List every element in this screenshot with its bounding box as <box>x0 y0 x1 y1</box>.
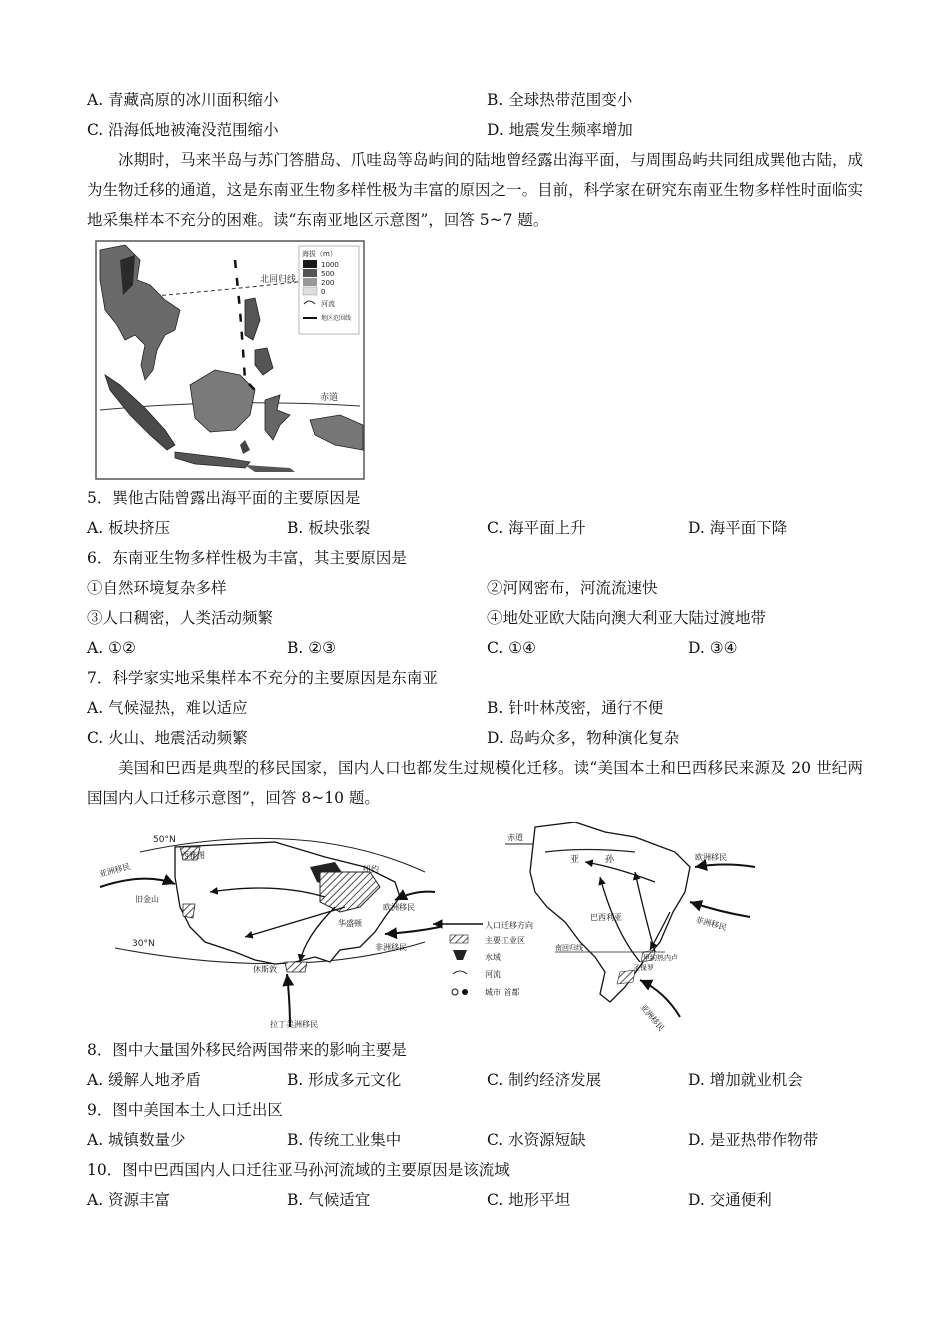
q7-option-c: C. 火山、地震活动频繁 <box>87 729 248 747</box>
q6-statement-2: ②河网密布，河流流速快 <box>487 579 658 597</box>
passage-migration: 美国和巴西是典型的移民国家，国内人口也都发生过规模化迁移。读“美国本土和巴西移民来源及 20 世纪两国国内人口迁移示意图”，回答 8~10 题。 <box>87 759 863 807</box>
q4-option-b: B. 全球热带范围变小 <box>487 91 633 109</box>
q4-option-a: A. 青藏高原的冰川面积缩小 <box>87 91 279 109</box>
asia-migrants-us: 亚洲移民 <box>98 861 132 879</box>
q6-option-a: A. ①② <box>87 639 136 657</box>
q10-stem: 10．图中巴西国内人口迁往亚马孙河流域的主要原因是该流域 <box>87 1161 510 1179</box>
equator-label: 赤道 <box>320 393 339 403</box>
q9-option-a: A. 城镇数量少 <box>87 1131 186 1149</box>
q10-option-c: C. 地形平坦 <box>487 1191 571 1209</box>
q9-option-c: C. 水资源短缺 <box>487 1131 586 1149</box>
passage-sunda: 冰期时，马来半岛与苏门答腊岛、爪哇岛等岛屿间的陆地曾经露出海平面，与周围岛屿共同组成巽他古陆，成为生物迁移的通道，这是东南亚生物多样性极为丰富的原因之一。目前，科学家在研究东南亚生物多样性时面临实地采集样本不充分的困难。读“东南亚地区示意图”，回答 5~7 题。 <box>87 151 863 229</box>
q6-statement-3: ③人口稠密，人类活动频繁 <box>87 609 274 627</box>
q6-option-c: C. ①④ <box>487 639 536 657</box>
q8-option-a: A. 缓解人地矛盾 <box>87 1071 202 1089</box>
legend-city: 城市 首都 <box>485 988 520 997</box>
europe-migrants-us: 欧洲移民 <box>383 903 415 912</box>
legend-level-500: 500 <box>321 270 335 278</box>
q5-option-c: C. 海平面上升 <box>487 519 586 537</box>
q6-option-b: B. ②③ <box>287 639 337 657</box>
lat-50n: 50°N <box>153 835 176 845</box>
q5-option-d: D. 海平面下降 <box>688 519 788 537</box>
equator-label-br: 赤道 <box>507 833 523 842</box>
q6-option-d: D. ③④ <box>688 639 738 657</box>
q6-statement-1: ①自然环境复杂多样 <box>87 579 227 597</box>
city-washington: 华盛顿 <box>338 919 362 928</box>
amazon-label-1: 亚 <box>570 855 580 865</box>
q9-stem: 9．图中美国本土人口迁出区 <box>87 1101 283 1119</box>
city-seattle: 西雅图 <box>181 851 205 860</box>
q7-option-b: B. 针叶林茂密，通行不便 <box>487 699 664 717</box>
amazon-label-2: 孙 <box>605 855 615 865</box>
q8-stem: 8．图中大量国外移民给两国带来的影响主要是 <box>87 1041 407 1059</box>
tropic-label: 北回归线 <box>260 275 297 285</box>
legend-water: 水域 <box>485 953 501 962</box>
europe-migrants-br: 欧洲移民 <box>695 853 727 862</box>
q10-option-d: D. 交通便利 <box>688 1191 772 1209</box>
lat-30n: 30°N <box>132 939 155 949</box>
legend-title: 海拔（m） <box>302 250 337 258</box>
q9-option-b: B. 传统工业集中 <box>287 1131 402 1149</box>
q6-statement-4: ④地处亚欧大陆向澳大利亚大陆过渡地带 <box>487 609 767 627</box>
q9-option-d: D. 是亚热带作物带 <box>688 1131 819 1149</box>
q7-option-a: A. 气候湿热，难以适应 <box>87 699 248 717</box>
legend-boundary: 地区范围线 <box>321 315 352 322</box>
q5-option-a: A. 板块挤压 <box>87 519 171 537</box>
africa-migrants-us: 非洲移民 <box>375 943 407 952</box>
city-brasilia: 巴西利亚 <box>590 913 622 922</box>
q8-option-d: D. 增加就业机会 <box>688 1071 803 1089</box>
q6-stem: 6．东南亚生物多样性极为丰富，其主要原因是 <box>87 549 407 567</box>
africa-migrants-br: 非洲移民 <box>694 915 728 933</box>
city-sao-paulo: 圣保罗 <box>633 964 654 972</box>
tropic-south: 南回归线 <box>555 944 583 952</box>
asia-migrants-br: 亚洲移民 <box>638 1002 666 1032</box>
q8-option-c: C. 制约经济发展 <box>487 1071 602 1089</box>
legend-river-2: 河流 <box>485 970 501 979</box>
legend-industry: 主要工业区 <box>485 936 525 945</box>
city-rio: 里约热内卢 <box>643 954 678 962</box>
legend-river: 河流 <box>321 300 335 308</box>
city-san-francisco: 旧金山 <box>135 895 159 904</box>
q4-option-d: D. 地震发生频率增加 <box>487 121 633 139</box>
legend-level-1000: 1000 <box>321 261 339 269</box>
q5-option-b: B. 板块张裂 <box>287 519 371 537</box>
migration-map <box>95 822 755 1032</box>
southeast-asia-map <box>95 240 365 480</box>
q10-option-b: B. 气候适宜 <box>287 1191 371 1209</box>
city-houston: 休斯敦 <box>253 965 277 974</box>
city-new-york: 纽约 <box>363 865 379 874</box>
legend-migration: 人口迁移方向 <box>485 921 533 930</box>
q8-option-b: B. 形成多元文化 <box>287 1071 402 1089</box>
legend-level-200: 200 <box>321 279 335 287</box>
latin-american-migrants: 拉丁美洲移民 <box>270 1020 318 1029</box>
legend-level-0: 0 <box>321 288 326 296</box>
q7-option-d: D. 岛屿众多，物种演化复杂 <box>487 729 680 747</box>
q10-option-a: A. 资源丰富 <box>87 1191 171 1209</box>
q4-option-c: C. 沿海低地被淹没范围缩小 <box>87 121 279 139</box>
q7-stem: 7．科学家实地采集样本不充分的主要原因是东南亚 <box>87 669 438 687</box>
q5-stem: 5．巽他古陆曾露出海平面的主要原因是 <box>87 489 361 507</box>
